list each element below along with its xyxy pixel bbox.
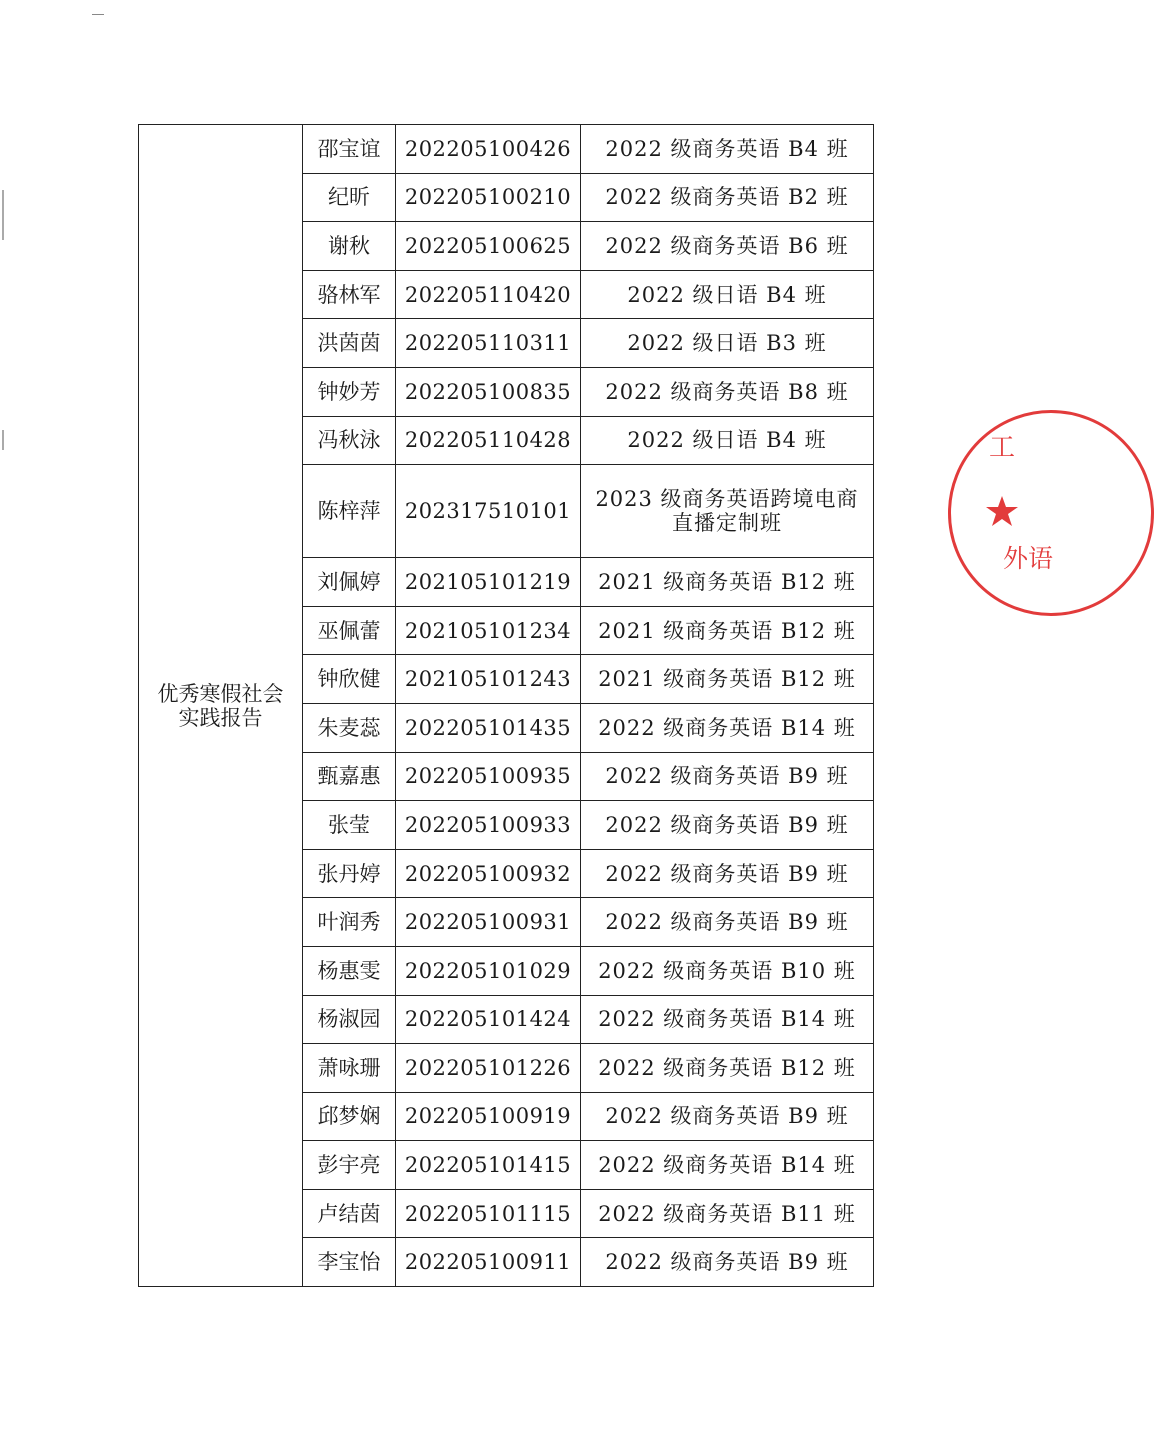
student-name: 叶润秀	[303, 898, 396, 947]
student-id: 202205101415	[396, 1141, 581, 1190]
scan-artifact	[92, 14, 104, 15]
scan-artifact	[2, 190, 4, 240]
student-class: 2022 级商务英语 B10 班	[581, 946, 874, 995]
student-class: 2022 级商务英语 B9 班	[581, 1238, 874, 1287]
student-class: 2021 级商务英语 B12 班	[581, 606, 874, 655]
student-class	[581, 465, 874, 558]
student-name: 邱梦娴	[303, 1092, 396, 1141]
student-name: 刘佩婷	[303, 558, 396, 607]
seal-text: 工	[989, 433, 1016, 463]
student-id: 202205110428	[396, 416, 581, 465]
student-id: 202205101424	[396, 995, 581, 1044]
student-class: 2022 级商务英语 B9 班	[581, 849, 874, 898]
student-name: 骆林军	[303, 270, 396, 319]
student-name: 陈梓萍	[303, 465, 396, 558]
student-id: 202317510101	[396, 465, 581, 558]
student-name: 萧咏珊	[303, 1044, 396, 1093]
student-class: 2022 级商务英语 B4 班	[581, 125, 874, 174]
student-id: 202105101219	[396, 558, 581, 607]
student-id: 202205100210	[396, 173, 581, 222]
student-class: 2022 级日语 B4 班	[581, 270, 874, 319]
student-id: 202205100625	[396, 222, 581, 271]
student-id: 202205100935	[396, 752, 581, 801]
seal-text: 外语	[1003, 544, 1054, 573]
student-class: 2022 级商务英语 B2 班	[581, 173, 874, 222]
student-class-line: 2023 级商务英语跨境电商	[595, 487, 859, 512]
student-name: 洪茵茵	[303, 319, 396, 368]
official-seal	[948, 410, 1154, 616]
student-name: 杨惠雯	[303, 946, 396, 995]
student-id: 202205100911	[396, 1238, 581, 1287]
student-class: 2022 级商务英语 B9 班	[581, 898, 874, 947]
student-class: 2022 级商务英语 B9 班	[581, 752, 874, 801]
student-class: 2022 级日语 B3 班	[581, 319, 874, 368]
student-class: 2022 级商务英语 B6 班	[581, 222, 874, 271]
student-id: 202205101029	[396, 946, 581, 995]
student-class: 2022 级商务英语 B14 班	[581, 995, 874, 1044]
student-class: 2021 级商务英语 B12 班	[581, 655, 874, 704]
student-name: 张莹	[303, 801, 396, 850]
student-class: 2022 级商务英语 B12 班	[581, 1044, 874, 1093]
student-class: 2022 级商务英语 B9 班	[581, 1092, 874, 1141]
student-id: 202205100932	[396, 849, 581, 898]
student-name: 卢结茵	[303, 1189, 396, 1238]
student-class: 2022 级商务英语 B8 班	[581, 367, 874, 416]
student-id: 202205110311	[396, 319, 581, 368]
star-icon	[985, 495, 1019, 529]
award-category-line: 实践报告	[178, 705, 263, 730]
student-name: 钟妙芳	[303, 367, 396, 416]
student-class: 2022 级商务英语 B11 班	[581, 1189, 874, 1238]
award-category	[139, 125, 303, 1287]
student-name: 彭宇亮	[303, 1141, 396, 1190]
student-id: 202205100933	[396, 801, 581, 850]
student-name: 纪昕	[303, 173, 396, 222]
student-name: 谢秋	[303, 222, 396, 271]
student-name: 杨淑园	[303, 995, 396, 1044]
student-id: 202205101115	[396, 1189, 581, 1238]
student-name: 李宝怡	[303, 1238, 396, 1287]
table-row	[139, 125, 874, 174]
award-table	[138, 124, 874, 1287]
student-id: 202105101234	[396, 606, 581, 655]
student-id: 202205100835	[396, 367, 581, 416]
student-class: 2022 级商务英语 B14 班	[581, 703, 874, 752]
student-id: 202205101435	[396, 703, 581, 752]
student-id: 202205100919	[396, 1092, 581, 1141]
student-id: 202205100931	[396, 898, 581, 947]
student-class: 2021 级商务英语 B12 班	[581, 558, 874, 607]
student-name: 朱麦蕊	[303, 703, 396, 752]
scan-artifact	[2, 430, 4, 450]
student-class-line: 直播定制班	[672, 511, 782, 536]
student-id: 202205110420	[396, 270, 581, 319]
student-name: 冯秋泳	[303, 416, 396, 465]
student-name: 邵宝谊	[303, 125, 396, 174]
student-name: 钟欣健	[303, 655, 396, 704]
award-category-line: 优秀寒假社会	[157, 681, 284, 706]
student-id: 202205100426	[396, 125, 581, 174]
student-class: 2022 级日语 B4 班	[581, 416, 874, 465]
student-name: 甄嘉惠	[303, 752, 396, 801]
student-name: 张丹婷	[303, 849, 396, 898]
student-id: 202205101226	[396, 1044, 581, 1093]
student-name: 巫佩蕾	[303, 606, 396, 655]
student-class: 2022 级商务英语 B14 班	[581, 1141, 874, 1190]
student-id: 202105101243	[396, 655, 581, 704]
student-class: 2022 级商务英语 B9 班	[581, 801, 874, 850]
